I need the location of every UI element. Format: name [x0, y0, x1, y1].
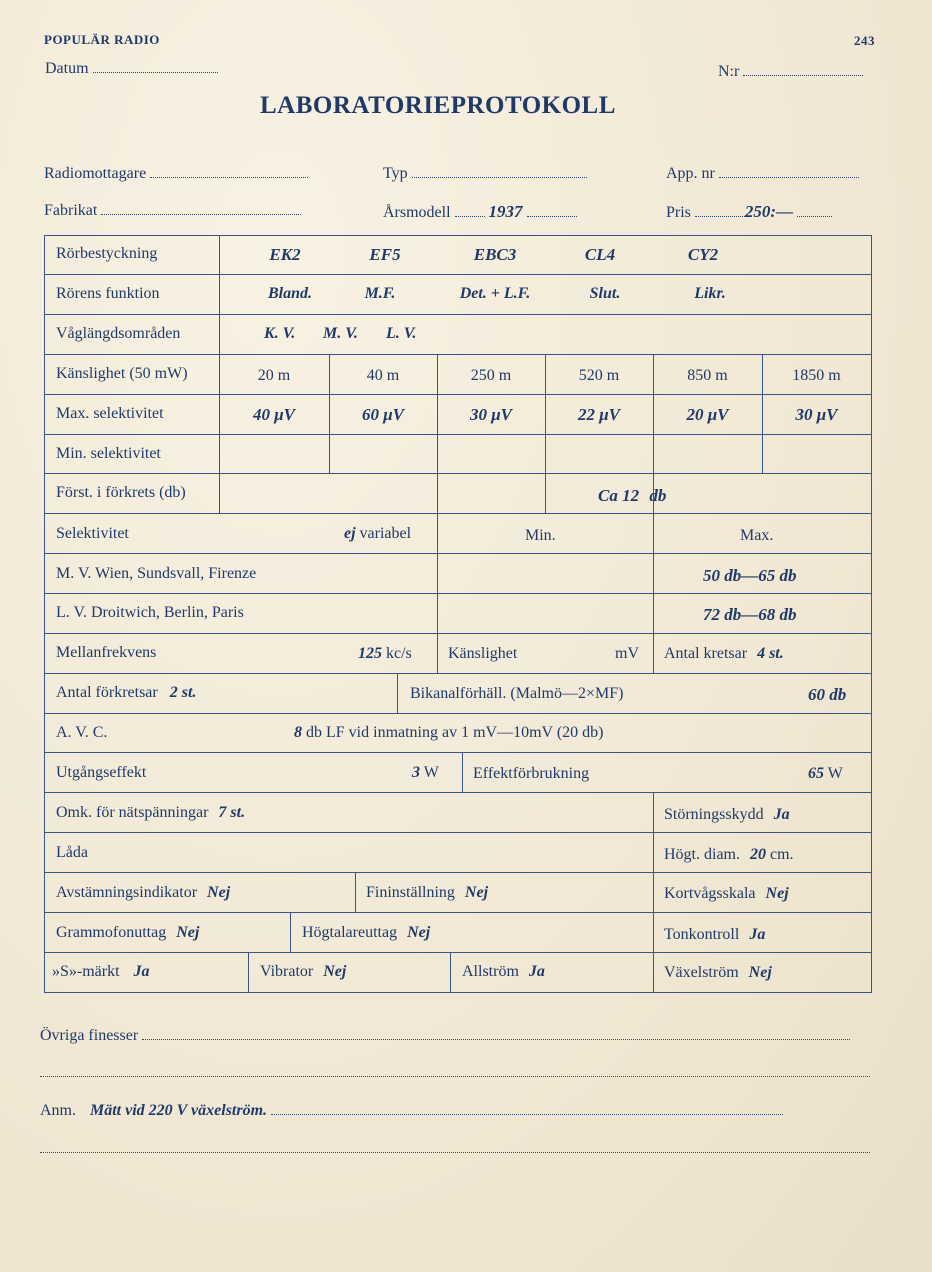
noise-value: Ja [773, 806, 790, 823]
arsmodell-label: Årsmodell [383, 204, 451, 221]
gramophone-label: Grammofonuttag [56, 924, 167, 941]
universal-value: Ja [528, 963, 545, 980]
tube-function-value: Det. + L.F. [459, 285, 531, 302]
rf-gain-value [598, 486, 666, 506]
if-sensitivity-label: Känslighet [448, 645, 518, 662]
tube-function-value: M.F. [364, 285, 396, 302]
grid-line [44, 593, 872, 594]
tubes-label: Rörbestyckning [56, 245, 158, 262]
if-circuits-value: 4 st. [757, 645, 784, 662]
output-number: 3 [412, 764, 420, 781]
grid-line [437, 354, 438, 673]
tuning-indicator-value: Nej [207, 884, 231, 901]
precircuits-label: Antal förkretsar [56, 684, 158, 701]
typ-label: Typ [383, 165, 408, 182]
tone-control-field [664, 926, 765, 944]
radiomottagare-field [44, 165, 308, 183]
shortwave-label: Kortvågsskala [664, 885, 756, 902]
vibrator-value: Nej [323, 963, 347, 980]
output-unit: W [423, 764, 439, 781]
fabrikat-field [44, 202, 301, 220]
s-marked-label: »S»-märkt [52, 963, 120, 980]
page-title: LABORATORIEPROTOKOLL [260, 92, 616, 119]
page-number: 243 [854, 33, 875, 48]
noise-label: Störningsskydd [664, 806, 764, 823]
mv-stations-label: M. V. Wien, Sundsvall, Firenze [56, 565, 257, 582]
sensitivity-label: Känslighet (50 mW) [56, 365, 188, 382]
consumption-value [808, 765, 843, 783]
max-selectivity-value: 60 μV [361, 405, 405, 424]
sensitivity-wave: 850 m [687, 367, 728, 384]
cabinet-label: Låda [56, 844, 88, 861]
grid-line [44, 553, 872, 554]
datum-field [45, 60, 218, 78]
if-value [358, 645, 412, 663]
s-marked-field [52, 963, 150, 981]
grid-line [44, 235, 872, 236]
tube-value: EF5 [369, 245, 401, 264]
speaker-output-label: Högtalareuttag [302, 924, 398, 941]
noise-field [664, 806, 790, 824]
grid-line [653, 792, 654, 992]
grid-line [653, 354, 654, 673]
if-circuits-label: Antal kretsar [664, 645, 748, 662]
rf-gain-number: Ca 12 [598, 486, 640, 505]
typ-field [383, 165, 587, 183]
arsmodell-field [383, 202, 577, 222]
tube-function-value: Likr. [694, 285, 726, 302]
other-features-field [40, 1027, 850, 1045]
selectivity-variable: variabel [359, 525, 412, 542]
lv-stations-value: 72 db—68 db [703, 605, 797, 624]
magazine-name: POPULÄR RADIO [44, 32, 160, 47]
grid-line [44, 274, 872, 275]
pris-label: Pris [666, 204, 691, 221]
max-selectivity-label: Max. selektivitet [56, 405, 164, 422]
if-label: Mellanfrekvens [56, 644, 157, 661]
vibrator-field [260, 963, 346, 981]
tuning-indicator-label: Avstämningsindikator [56, 884, 198, 901]
grid-line [248, 952, 249, 992]
if-number: 125 [358, 645, 382, 662]
pris-value: 250:— [744, 202, 794, 221]
tube-function-label: Rörens funktion [56, 285, 160, 302]
tube-function-value: Slut. [589, 285, 621, 302]
precircuits-field [56, 684, 196, 702]
grid-line [871, 235, 872, 992]
mains-value: 7 st. [218, 804, 246, 821]
speaker-output-value: Nej [407, 924, 431, 941]
min-selectivity-label: Min. selektivitet [56, 445, 161, 462]
adjacent-channel-value: 60 db [808, 685, 847, 704]
tone-control-label: Tonkontroll [664, 926, 740, 943]
rf-gain-label: Först. i förkrets (db) [56, 484, 186, 501]
consumption-number: 65 [808, 765, 824, 782]
s-marked-value: Ja [133, 963, 150, 980]
fine-tuning-field [366, 884, 488, 902]
sensitivity-wave: 520 m [578, 367, 620, 384]
adjacent-channel-label: Bikanalförhäll. (Malmö—2×MF) [410, 685, 624, 702]
grid-line [44, 434, 872, 435]
universal-label: Allström [462, 963, 519, 980]
shortwave-value: Nej [765, 885, 789, 902]
grid-line [355, 872, 356, 912]
speaker-label: Högt. diam. [664, 846, 740, 863]
consumption-unit: W [827, 765, 843, 782]
grid-line [44, 314, 872, 315]
ac-field [664, 964, 772, 982]
shortwave-field [664, 885, 789, 903]
band-value: L. V. [386, 325, 417, 342]
tube-function-value: Bland. [267, 285, 312, 302]
nr-field [718, 63, 863, 81]
remark-value: Mätt vid 220 V växelström. [90, 1102, 268, 1119]
tone-control-value: Ja [749, 926, 766, 943]
tube-value: CY2 [687, 245, 719, 264]
other-features-line [40, 1064, 870, 1082]
fine-tuning-label: Fininställning [366, 884, 455, 901]
nr-label: N:r [718, 63, 740, 80]
speaker-unit: cm. [770, 846, 794, 863]
pris-field [666, 202, 832, 222]
arsmodell-value: 1937 [488, 202, 523, 221]
grid-line [44, 473, 872, 474]
grid-line [290, 912, 291, 952]
grid-line [44, 992, 872, 993]
max-selectivity-value: 30 μV [469, 405, 513, 424]
other-features-label: Övriga finesser [40, 1027, 139, 1044]
radiomottagare-label: Radiomottagare [44, 165, 147, 182]
mains-label: Omk. för nätspänningar [56, 804, 209, 821]
mv-stations-value: 50 db—65 db [703, 566, 797, 585]
app-nr-label: App. nr [666, 165, 715, 182]
max-selectivity-value: 20 μV [686, 405, 729, 424]
grid-line [44, 394, 872, 395]
remark-line [40, 1140, 870, 1158]
selectivity-min: Min. [525, 527, 556, 544]
app-nr-field [666, 165, 859, 183]
universal-field [462, 963, 545, 981]
grid-line [462, 752, 463, 792]
tube-value: EK2 [269, 245, 301, 264]
gramophone-value: Nej [176, 924, 200, 941]
band-value: K. V. [264, 325, 296, 342]
grid-line [44, 713, 872, 714]
grid-line [44, 354, 872, 355]
output-value [412, 764, 439, 782]
grid-line [44, 513, 872, 514]
selectivity-max: Max. [740, 527, 774, 544]
speaker-field [664, 846, 794, 864]
grid-line [44, 912, 872, 913]
tube-value: EBC3 [473, 245, 517, 264]
if-sensitivity-unit: mV [615, 645, 639, 662]
rf-gain-unit: db [649, 486, 667, 505]
avc-text: db LF vid inmatning av 1 mV—10mV (20 db) [306, 724, 604, 741]
ac-label: Växelström [664, 964, 739, 981]
selectivity-ej: ej [344, 525, 356, 542]
max-selectivity-value: 22 μV [577, 405, 621, 424]
band-value: M. V. [323, 325, 358, 342]
avc-number: 8 [294, 724, 302, 741]
grid-line [450, 952, 451, 992]
lv-stations-label: L. V. Droitwich, Berlin, Paris [56, 604, 244, 621]
avc-label: A. V. C. [56, 724, 108, 741]
avc-value [294, 724, 603, 742]
speaker-value: 20 [750, 846, 766, 863]
gramophone-field [56, 924, 199, 942]
remark-field [40, 1102, 783, 1120]
grid-line [44, 752, 872, 753]
output-label: Utgångseffekt [56, 764, 147, 781]
grid-line [397, 673, 398, 713]
remark-label: Anm. [40, 1102, 76, 1119]
tube-value: CL4 [584, 245, 616, 264]
grid-line [44, 633, 872, 634]
sensitivity-wave: 1850 m [792, 367, 841, 384]
grid-line [44, 673, 872, 674]
consumption-label: Effektförbrukning [473, 765, 590, 782]
grid-line [44, 952, 872, 953]
bands-label: Våglängdsområden [56, 325, 181, 342]
tuning-indicator-field [56, 884, 230, 902]
if-circuits [664, 645, 784, 663]
sensitivity-wave: 40 m [366, 367, 400, 384]
grid-line [44, 872, 872, 873]
ac-value: Nej [748, 964, 772, 981]
if-unit: kc/s [386, 645, 412, 662]
selectivity-label: Selektivitet [56, 525, 129, 542]
selectivity-value [344, 525, 411, 543]
mains-field [56, 804, 245, 822]
max-selectivity-value: 40 μV [252, 405, 296, 424]
fabrikat-label: Fabrikat [44, 202, 98, 219]
grid-line [44, 235, 45, 992]
sensitivity-wave: 20 m [257, 367, 291, 384]
fine-tuning-value: Nej [464, 884, 489, 901]
grid-line [44, 792, 872, 793]
sensitivity-wave: 250 m [470, 367, 512, 384]
vibrator-label: Vibrator [260, 963, 314, 980]
precircuits-value: 2 st. [169, 684, 197, 701]
max-selectivity-value: 30 μV [795, 405, 838, 424]
speaker-output-field [302, 924, 430, 942]
datum-label: Datum [45, 60, 89, 77]
grid-line [44, 832, 872, 833]
